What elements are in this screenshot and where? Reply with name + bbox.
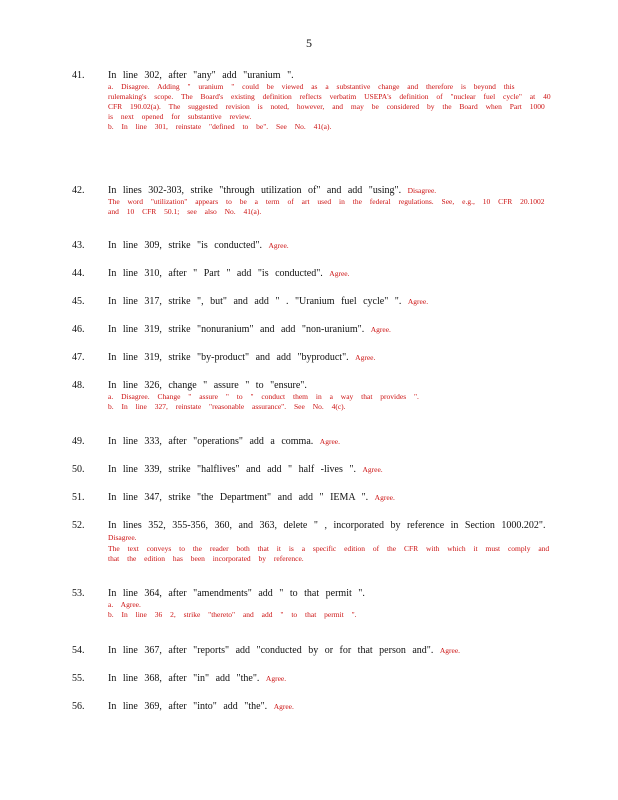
- comment-item: [72, 240, 552, 252]
- response-tag: Agree.: [355, 353, 376, 362]
- item-instruction: In line 310, after " Part " add "is conducted".: [108, 268, 323, 279]
- comment-item: [72, 185, 552, 217]
- page-number: 5: [306, 36, 312, 50]
- comment-item: [72, 436, 552, 448]
- item-instruction: In line 326, change " assure " to "ensure".: [108, 380, 307, 391]
- response-tag: Agree.: [362, 465, 383, 474]
- item-instruction: In line 367, after "reports" add "conducted by or for that person and".: [108, 645, 434, 656]
- item-number: 50.: [72, 464, 85, 475]
- comment-item: [72, 673, 552, 685]
- comment-item: [72, 492, 552, 504]
- response-note: The word "utilization" appears to be a term of art used in the federal regulations. See, e.g., 10 CFR 20.1002 and 10 CFR 50.1; see also No. 41(a).: [108, 197, 545, 216]
- comment-item: [72, 645, 552, 657]
- comment-item: [72, 520, 552, 564]
- item-number: 45.: [72, 296, 85, 307]
- response-tag: Agree.: [273, 702, 294, 711]
- item-number: 49.: [72, 436, 85, 447]
- item-number: 41.: [72, 70, 85, 81]
- item-text: [108, 324, 552, 336]
- item-text: [108, 352, 552, 364]
- comment-item: [72, 70, 552, 132]
- item-number: 56.: [72, 701, 85, 712]
- item-instruction: In lines 302-303, strike "through utilization of" and add "using".: [108, 185, 402, 196]
- item-instruction: In line 319, strike "by-product" and add "byproduct".: [108, 352, 349, 363]
- item-number: 43.: [72, 240, 85, 251]
- item-instruction: In line 369, after "into" add "the".: [108, 701, 268, 712]
- comment-item: [72, 352, 552, 364]
- item-instruction: In line 317, strike ", but" and add " . "Uranium fuel cycle" ".: [108, 296, 402, 307]
- response-note: b. In line 36 2, strike "thereto" and add " to that permit ".: [108, 610, 357, 619]
- item-number: 44.: [72, 268, 85, 279]
- item-text: [108, 520, 552, 544]
- comment-item: [72, 268, 552, 280]
- response-tag: Agree.: [374, 493, 395, 502]
- comment-item: [72, 701, 552, 713]
- response-tag: Agree.: [265, 674, 287, 683]
- item-text: [108, 464, 552, 476]
- item-number: 53.: [72, 588, 85, 599]
- item-number: 42.: [72, 185, 85, 196]
- comment-item: [72, 380, 552, 412]
- response-note: a. Agree.: [108, 600, 141, 609]
- item-text: [108, 673, 552, 685]
- item-text: [108, 296, 552, 308]
- item-number: 46.: [72, 324, 85, 335]
- comment-item: [72, 324, 552, 336]
- item-text: [108, 70, 552, 82]
- item-text: [108, 380, 552, 392]
- response-tag: Agree.: [319, 437, 340, 446]
- response-note: b. In line 301, reinstate "defined to be". See No. 41(a).: [108, 122, 332, 131]
- response-tag: Agree.: [370, 325, 391, 334]
- item-number: 52.: [72, 520, 85, 531]
- comment-item: [72, 296, 552, 308]
- comment-item: [72, 464, 552, 476]
- item-text: [108, 588, 552, 600]
- response-tag: Agree.: [439, 646, 461, 655]
- item-text: [108, 492, 552, 504]
- response-tag: Agree.: [329, 269, 350, 278]
- item-text: [108, 645, 552, 657]
- item-number: 54.: [72, 645, 85, 656]
- item-text: [108, 436, 552, 448]
- item-instruction: In line 333, after "operations" add a comma.: [108, 436, 314, 447]
- comment-item: [72, 588, 552, 620]
- item-instruction: In line 347, strike "the Department" and add " IEMA ".: [108, 492, 369, 503]
- response-tag: Disagree.: [407, 186, 437, 195]
- response-note: The text conveys to the reader both that it is a specific edition of the CFR with which it must comply and that the edition has been incorporated by reference.: [108, 544, 550, 563]
- item-instruction: In line 339, strike "halflives" and add " half -lives ".: [108, 464, 356, 475]
- response-tag: Agree.: [407, 297, 429, 306]
- item-text: [108, 268, 552, 280]
- item-text: [108, 185, 552, 197]
- item-text: [108, 701, 552, 713]
- response-tag: Agree.: [268, 241, 289, 250]
- item-number: 55.: [72, 673, 85, 684]
- item-instruction: In lines 352, 355-356, 360, and 363, delete " , incorporated by reference in Section 1000.202".: [108, 520, 546, 531]
- item-text: [108, 240, 552, 252]
- item-number: 47.: [72, 352, 85, 363]
- item-instruction: In line 368, after "in" add "the".: [108, 673, 260, 684]
- response-tag: Disagree.: [108, 533, 137, 542]
- item-instruction: In line 302, after "any" add "uranium ".: [108, 70, 294, 81]
- item-instruction: In line 319, strike "nonuranium" and add "non-uranium".: [108, 324, 365, 335]
- response-note: a. Disagree. Adding " uranium " could be viewed as a substantive change and therefore is beyond this rulemaking's scope. The Board's existing definition reflects verbatim USEPA's definition of "nuclear fuel cycle" at 40 CFR 190.02(a). The suggested revision is noted, however, and may be considered by the Board when Part 1000 is next opened for substantive review.: [108, 82, 551, 121]
- item-number: 48.: [72, 380, 85, 391]
- item-instruction: In line 364, after "amendments" add " to that permit ".: [108, 588, 365, 599]
- item-instruction: In line 309, strike "is conducted".: [108, 240, 262, 251]
- item-number: 51.: [72, 492, 85, 503]
- response-note: b. In line 327, reinstate "reasonable assurance". See No. 4(c).: [108, 402, 346, 411]
- response-note: a. Disagree. Change " assure " to " conduct them in a way that provides ".: [108, 392, 419, 401]
